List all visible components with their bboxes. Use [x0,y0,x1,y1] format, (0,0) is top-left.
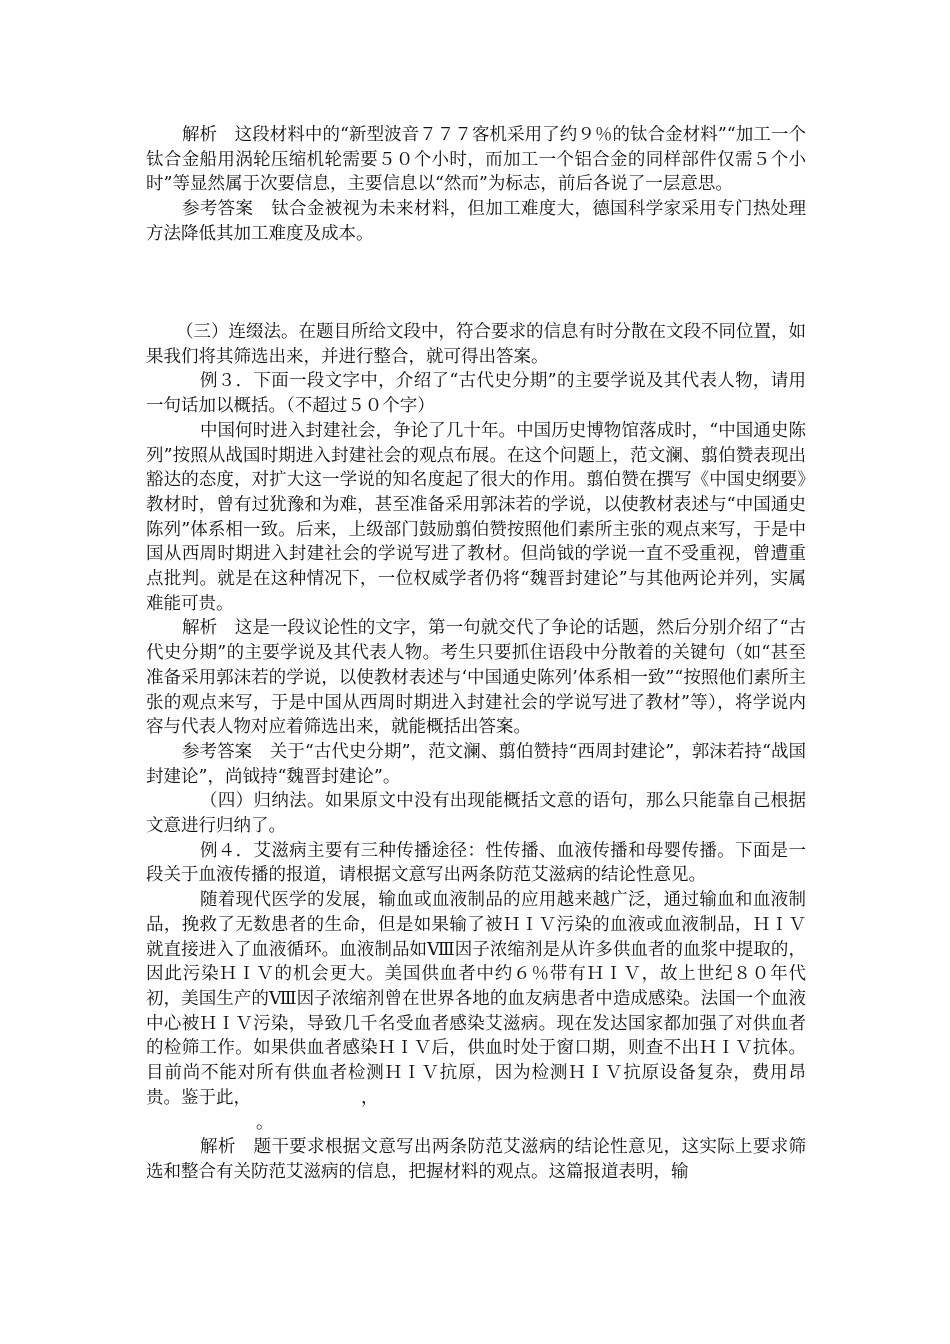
analysis-paragraph-3: 解析 这是一段议论性的文字，第一句就交代了争论的话题，然后分别介绍了“古代史分期”的主要学说及其代表人物。考生只要抓住语段中分散着的关键句（如“甚至准备采用郭沫若的学说，以使教材表述与‘中国通史陈列’体系相一致”“按照他们素所主张的观点来写，于是中国从西周时期进入封建社会的学说写进了教材”等），将学说内容与代表人物对应着筛选出来，就能概括出答案。 [146,618,806,738]
example-3-question: 例３．下面一段文字中，介绍了“古代史分期”的主要学说及其代表人物，请用一句话加以概括。（不超过５０个字） [146,371,806,417]
analysis-paragraph-4: 解析 题干要求根据文意写出两条防范艾滋病的结论性意见，这实际上要求筛选和整合有关防范艾滋病的信息，把握材料的观点。这篇报道表明，输 [146,1137,806,1182]
answer-blank-line [146,1111,806,1136]
answer-paragraph-3: 参考答案 关于“古代史分期”，范文澜、翦伯赞持“西周封建论”，郭沫若持“战国封建论”，尚钺持“魏晋封建论”。 [146,741,806,787]
block-main [146,320,806,1185]
analysis-paragraph-1: 解析 这段材料中的“新型波音７７７客机采用了约９％的钛合金材料”“加工一个钛合金船用涡轮压缩机轮需要５０个小时，而加工一个铝合金的同样部件仅需５个小时”等显然属于次要信息，主要信息以“然而”为标志，前后各说了一层意思。 [146,125,806,195]
answer-paragraph-1: 参考答案 钛合金被视为未来材料，但加工难度大，德国科学家采用专门热处理方法降低其加工难度及成本。 [146,199,806,244]
example-4-question: 例４．艾滋病主要有三种传播途径：性传播、血液传播和母婴传播。下面是一段关于血液传播的报道，请根据文意写出两条防范艾滋病的结论性意见。 [146,840,806,886]
block-top [146,123,806,247]
blank-comma: ， [361,1087,379,1108]
blank-period: 。 [256,1112,274,1133]
example-4-passage [146,888,806,1110]
method-4-heading: （四）归纳法。如果原文中没有出现能概括文意的语句，那么只能靠自己根据文意进行归纳了。 [146,791,806,837]
method-3-heading: （三）连缀法。在题目所给文段中，符合要求的信息有时分散在文段不同位置，如果我们将其筛选出来，并进行整合，就可得出答案。 [146,322,806,367]
passage-4-text: 随着现代医学的发展，输血或血液制品的应用越来越广泛，通过输血和血液制品，挽救了无数患者的生命，但是如果输了被ＨＩＶ污染的血液或血液制品，ＨＩＶ就直接进入了血液循环。血液制品如Ⅷ因子浓缩剂是从许多供血者的血浆中提取的，因此污染ＨＩＶ的机会更大。美国供血者中约６％带有ＨＩＶ，故上世纪８０年代初，美国生产的Ⅷ因子浓缩剂曾在世界各地的血友病患者中造成感染。法国一个血液中心被ＨＩＶ污染，导致几千名受血者感染艾滋病。现在发达国家都加强了对供血者的检筛工作。如果供血者感染ＨＩＶ后，供血时处于窗口期，则查不出ＨＩＶ抗体。目前尚不能对所有供血者检测ＨＩＶ抗原，因为检测ＨＩＶ抗原设备复杂，费用昂贵。鉴于此， [146,890,806,1108]
example-3-passage: 中国何时进入封建社会，争论了几十年。中国历史博物馆落成时，“中国通史陈列”按照从战国时期进入封建社会的观点布展。在这个问题上，范文澜、翦伯赞表现出豁达的态度，对扩大这一学说的知名度起了很大的作用。翦伯赞在撰写《中国史纲要》教材时，曾有过犹豫和为难，甚至准备采用郭沫若的学说，以使教材表述与“中国通史陈列”体系相一致。后来，上级部门鼓励翦伯赞按照他们素所主张的观点来写，于是中国从西周时期进入封建社会的学说写进了教材。但尚钺的学说一直不受重视，曾遭重点批判。就是在这种情况下，一位权威学者仍将“魏晋封建论”与其他两论并列，实属难能可贵。 [146,420,806,614]
